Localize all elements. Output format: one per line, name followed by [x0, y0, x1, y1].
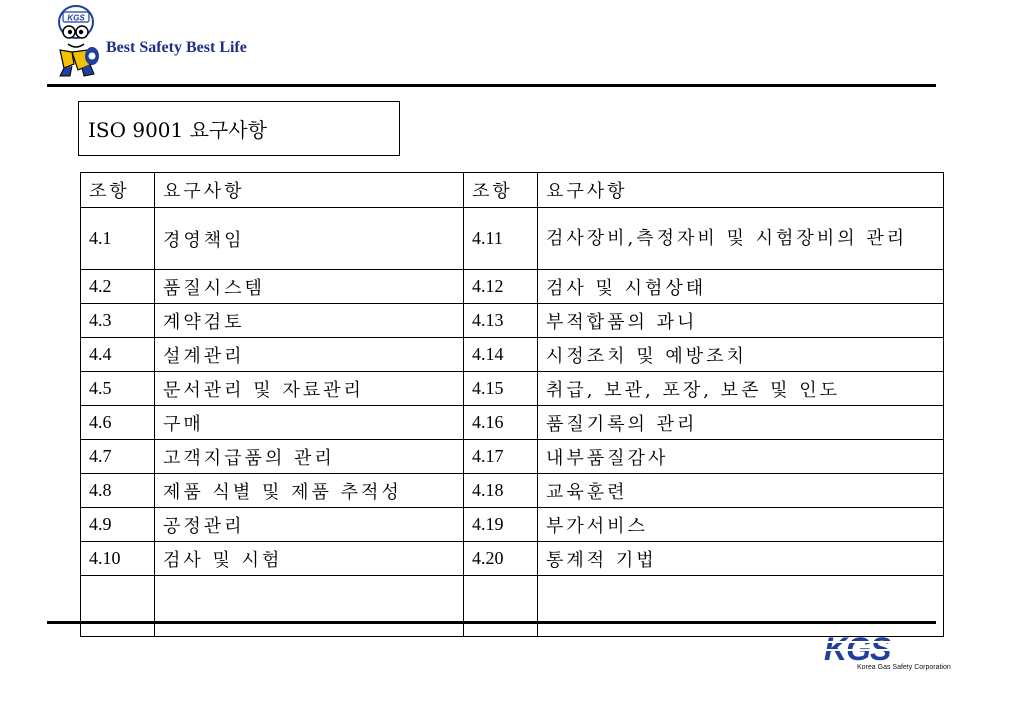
- clause-cell: 4.7: [81, 440, 155, 474]
- table-row: [81, 208, 944, 270]
- requirement-cell: 취급, 보관, 포장, 보존 및 인도: [538, 372, 944, 406]
- clause-cell: [81, 576, 155, 637]
- requirement-cell: 고객지급품의 관리: [155, 440, 464, 474]
- slogan: Best Safety Best Life: [106, 39, 247, 56]
- requirement-cell: 내부품질감사: [538, 440, 944, 474]
- requirement-cell: 검사 및 시험: [155, 542, 464, 576]
- clause-cell: 4.2: [81, 270, 155, 304]
- header-clause: 조항: [81, 173, 155, 208]
- table-row: [81, 474, 944, 508]
- table-row: [81, 406, 944, 440]
- requirement-cell: 교육훈련: [538, 474, 944, 508]
- mascot-icon: [48, 4, 104, 78]
- requirements-table: [80, 172, 944, 637]
- requirement-cell: [155, 576, 464, 637]
- table-row: [81, 372, 944, 406]
- header-requirement: 요구사항: [155, 173, 464, 208]
- requirement-cell: 검사장비,측정자비 및 시험장비의 관리: [538, 208, 944, 270]
- requirement-cell: 공정관리: [155, 508, 464, 542]
- requirement-cell: 통계적 기법: [538, 542, 944, 576]
- clause-cell: 4.11: [464, 208, 538, 270]
- requirement-cell: 검사 및 시험상태: [538, 270, 944, 304]
- requirement-cell: 부가서비스: [538, 508, 944, 542]
- clause-cell: 4.9: [81, 508, 155, 542]
- top-divider: [47, 84, 936, 87]
- requirement-cell: 구매: [155, 406, 464, 440]
- clause-cell: 4.18: [464, 474, 538, 508]
- bottom-divider: [47, 621, 936, 624]
- requirement-cell: 설계관리: [155, 338, 464, 372]
- requirement-cell: [538, 576, 944, 637]
- clause-cell: 4.16: [464, 406, 538, 440]
- table-header-row: [81, 173, 944, 208]
- requirement-cell: 제품 식별 및 제품 추적성: [155, 474, 464, 508]
- clause-cell: 4.10: [81, 542, 155, 576]
- clause-cell: 4.20: [464, 542, 538, 576]
- clause-cell: 4.5: [81, 372, 155, 406]
- mascot-badge: KGS: [67, 13, 85, 23]
- table-row: [81, 304, 944, 338]
- logo-text: KGS: [824, 631, 891, 667]
- clause-cell: 4.1: [81, 208, 155, 270]
- table-row: [81, 508, 944, 542]
- clause-cell: 4.14: [464, 338, 538, 372]
- requirement-cell: 시정조치 및 예방조치: [538, 338, 944, 372]
- requirement-cell: 계약검토: [155, 304, 464, 338]
- header-clause: 조항: [464, 173, 538, 208]
- clause-cell: 4.15: [464, 372, 538, 406]
- clause-cell: [464, 576, 538, 637]
- clause-cell: 4.6: [81, 406, 155, 440]
- clause-cell: 4.8: [81, 474, 155, 508]
- clause-cell: 4.19: [464, 508, 538, 542]
- requirement-cell: 부적합품의 과니: [538, 304, 944, 338]
- logo-subtitle: Korea Gas Safety Corporation: [857, 664, 951, 671]
- table-row: [81, 440, 944, 474]
- page-title: ISO 9001 요구사항: [78, 101, 400, 156]
- table-row: [81, 270, 944, 304]
- requirement-cell: 품질시스템: [155, 270, 464, 304]
- clause-cell: 4.4: [81, 338, 155, 372]
- requirement-cell: 문서관리 및 자료관리: [155, 372, 464, 406]
- requirement-cell: 경영책임: [155, 208, 464, 270]
- table-row: [81, 542, 944, 576]
- clause-cell: 4.17: [464, 440, 538, 474]
- clause-cell: 4.13: [464, 304, 538, 338]
- clause-cell: 4.12: [464, 270, 538, 304]
- clause-cell: 4.3: [81, 304, 155, 338]
- header-requirement: 요구사항: [538, 173, 944, 208]
- table-row: [81, 576, 944, 637]
- requirement-cell: 품질기록의 관리: [538, 406, 944, 440]
- table-row: [81, 338, 944, 372]
